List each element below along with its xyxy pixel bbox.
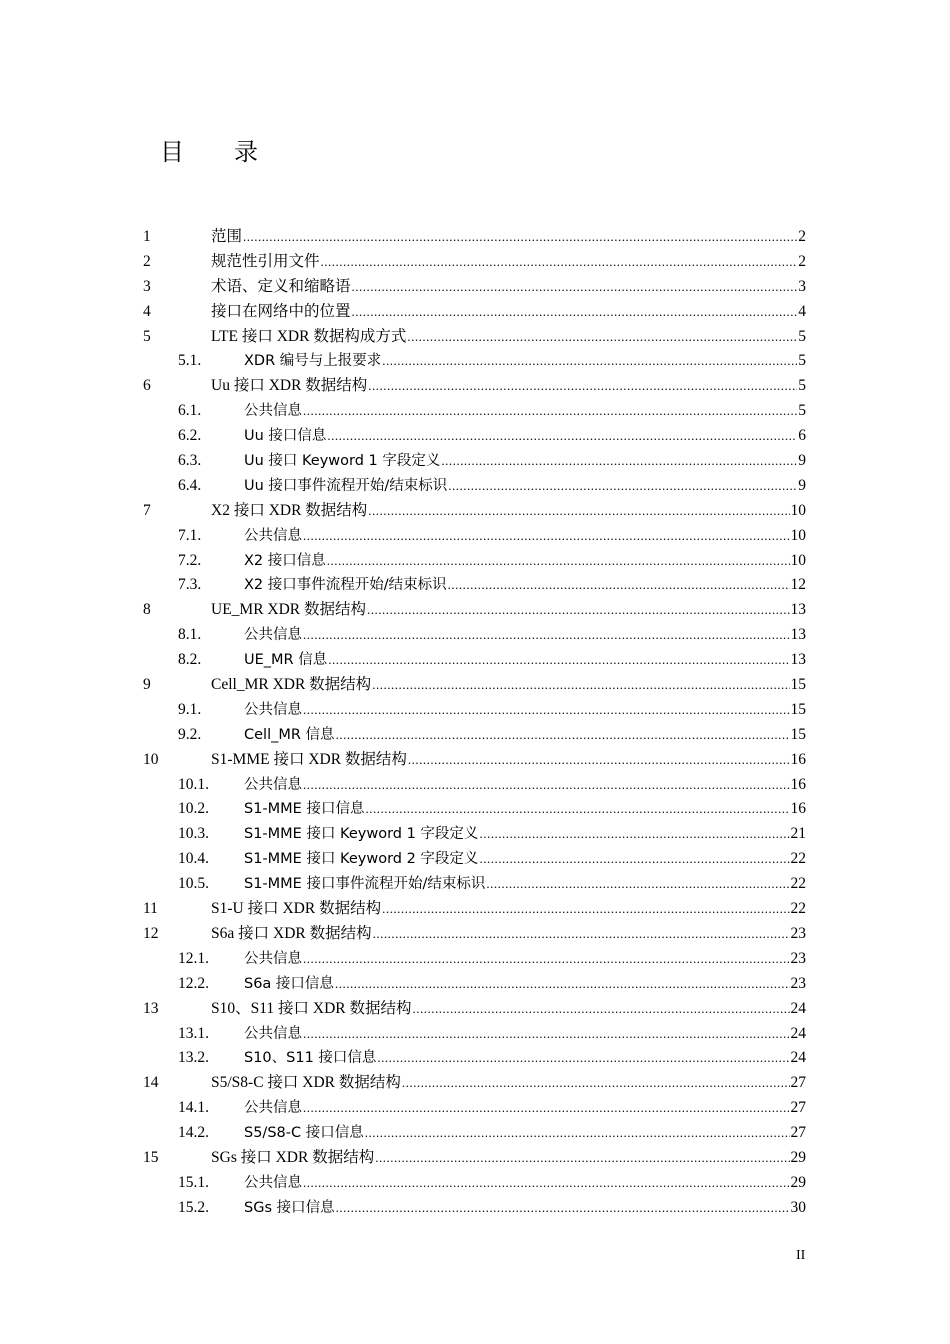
toc-dot-leader (303, 399, 797, 424)
toc-dot-leader (328, 648, 789, 673)
toc-entry[interactable] (143, 797, 806, 822)
toc-entry-title: UE_MR XDR 数据结构 (211, 601, 367, 619)
toc-dot-leader (365, 1121, 790, 1146)
toc-entry-title: SGs 接口信息 (244, 1199, 335, 1216)
toc-dot-leader (441, 449, 797, 474)
toc-entry-number: 14.2. (178, 1124, 209, 1142)
toc-entry-number: 7.1. (178, 526, 202, 544)
toc-entry-number: 3 (143, 277, 151, 295)
toc-entry-page: 13 (790, 651, 806, 669)
toc-entry[interactable] (143, 947, 806, 972)
toc-entry-number: 11 (143, 900, 158, 918)
toc-entry-page: 4 (798, 302, 806, 320)
toc-entry-page: 5 (798, 402, 806, 420)
toc-entry-page: 27 (790, 1124, 806, 1142)
toc-dot-leader (303, 947, 790, 972)
toc-dot-leader (448, 474, 797, 499)
toc-entry[interactable] (143, 598, 806, 623)
toc-entry-page: 21 (790, 825, 806, 843)
toc-entry[interactable] (143, 499, 806, 524)
toc-dot-leader (448, 573, 790, 598)
toc-entry-page: 22 (790, 875, 806, 893)
toc-entry-page: 22 (790, 900, 806, 918)
toc-entry-number: 7.2. (178, 551, 202, 569)
toc-dot-leader (407, 325, 797, 350)
toc-entry-page: 15 (790, 676, 806, 694)
toc-entry-number: 1 (143, 228, 151, 245)
toc-entry-page: 9 (798, 476, 806, 494)
toc-entry[interactable] (143, 773, 806, 798)
toc-entry-number: 6.4. (178, 476, 202, 494)
toc-entry[interactable] (143, 1146, 806, 1171)
toc-entry[interactable] (143, 573, 806, 598)
toc-dot-leader (382, 897, 789, 922)
toc-entry-page: 5 (798, 327, 806, 345)
page-number: II (796, 1248, 806, 1263)
toc-entry-title: Uu 接口信息 (244, 428, 327, 445)
toc-entry[interactable] (143, 972, 806, 997)
toc-entry-number: 6 (143, 377, 151, 395)
toc-entry-title: 接口在网络中的位置 (211, 302, 351, 320)
toc-entry-page: 2 (798, 252, 806, 270)
toc-entry-title: 公共信息 (244, 527, 302, 544)
toc-entry[interactable] (143, 250, 806, 275)
toc-entry-number: 10.5. (178, 875, 209, 893)
toc-entry-title: 公共信息 (244, 701, 302, 718)
toc-entry-number: 15 (143, 1148, 159, 1166)
toc-entry-number: 15.2. (178, 1198, 209, 1216)
toc-dot-leader (479, 822, 789, 847)
toc-entry[interactable] (143, 997, 806, 1022)
toc-dot-leader (303, 1096, 790, 1121)
toc-dot-leader (303, 1022, 790, 1047)
toc-entry[interactable] (143, 225, 806, 250)
toc-entry-number: 10.3. (178, 825, 209, 843)
toc-entry-title: S1-MME 接口 XDR 数据结构 (211, 750, 407, 768)
toc-dot-leader (375, 1146, 789, 1171)
toc-entry-title: 公共信息 (244, 1174, 302, 1191)
toc-entry-title: 公共信息 (244, 1100, 302, 1117)
toc-entry[interactable] (143, 872, 806, 897)
toc-entry-page: 24 (790, 999, 806, 1017)
toc-entry-page: 29 (790, 1173, 806, 1191)
toc-dot-leader (303, 698, 790, 723)
toc-entry-number: 8 (143, 601, 151, 619)
toc-entry-number: 10 (143, 750, 159, 768)
toc-entry-title: 公共信息 (244, 627, 302, 644)
toc-entry-number: 14.1. (178, 1099, 209, 1117)
toc-entry-title: XDR 编号与上报要求 (244, 353, 382, 370)
toc-entry-title: S5/S8-C 接口信息 (244, 1125, 364, 1142)
toc-entry-title: 公共信息 (244, 950, 302, 967)
toc-entry-title: Cell_MR XDR 数据结构 (211, 676, 372, 694)
table-of-contents (143, 225, 806, 1221)
toc-entry-title: S1-MME 接口 Keyword 2 字段定义 (244, 851, 479, 868)
toc-entry-title: UE_MR 信息 (244, 652, 328, 669)
toc-entry-page: 27 (790, 1074, 806, 1092)
toc-entry-title: X2 接口事件流程开始/结束标识 (244, 577, 447, 594)
toc-entry-page: 24 (790, 1024, 806, 1042)
toc-entry[interactable] (143, 524, 806, 549)
toc-entry-page: 10 (790, 526, 806, 544)
toc-entry-number: 13.1. (178, 1024, 209, 1042)
toc-entry-title: SGs 接口 XDR 数据结构 (211, 1148, 375, 1166)
toc-entry-title: 术语、定义和缩略语 (211, 277, 351, 295)
toc-entry-page: 29 (790, 1148, 806, 1166)
toc-entry-title: S1-MME 接口信息 (244, 801, 365, 818)
toc-entry-title: Uu 接口 XDR 数据结构 (211, 377, 368, 395)
toc-entry[interactable] (143, 723, 806, 748)
toc-entry-title: S6a 接口 XDR 数据结构 (211, 924, 372, 942)
toc-entry[interactable] (143, 1171, 806, 1196)
toc-entry[interactable] (143, 449, 806, 474)
toc-dot-leader (335, 972, 790, 997)
toc-entry-title: 公共信息 (244, 776, 302, 793)
toc-dot-leader (365, 797, 789, 822)
toc-entry-page: 22 (790, 850, 806, 868)
toc-dot-leader (303, 623, 790, 648)
toc-entry-number: 8.1. (178, 626, 202, 644)
toc-entry-title: S10、S11 接口信息 (244, 1050, 377, 1067)
toc-dot-leader (336, 723, 790, 748)
toc-entry-title: Uu 接口 Keyword 1 字段定义 (244, 453, 441, 470)
toc-heading-char-2: 录 (234, 138, 258, 166)
toc-entry[interactable] (143, 648, 806, 673)
toc-entry-number: 6.1. (178, 402, 202, 420)
toc-entry[interactable] (143, 1121, 806, 1146)
toc-entry-number: 10.4. (178, 850, 209, 868)
toc-dot-leader (336, 1196, 790, 1221)
toc-entry[interactable] (143, 1196, 806, 1221)
toc-entry-title: Uu 接口事件流程开始/结束标识 (244, 477, 448, 494)
toc-dot-leader (402, 1071, 790, 1096)
toc-entry-page: 23 (790, 949, 806, 967)
toc-entry[interactable] (143, 300, 806, 325)
toc-entry-number: 12 (143, 924, 159, 942)
toc-entry-number: 4 (143, 302, 151, 320)
toc-dot-leader (327, 549, 790, 574)
toc-entry[interactable] (143, 424, 806, 449)
toc-entry-number: 15.1. (178, 1173, 209, 1191)
toc-entry-title: 范围 (211, 228, 243, 245)
toc-entry-number: 7.3. (178, 576, 202, 594)
toc-dot-leader (377, 1046, 789, 1071)
toc-entry-title: S6a 接口信息 (244, 975, 334, 992)
toc-entry-number: 14 (143, 1074, 159, 1092)
toc-entry-title: X2 接口 XDR 数据结构 (211, 501, 368, 519)
toc-entry-page: 23 (790, 924, 806, 942)
toc-entry-title: S1-MME 接口 Keyword 1 字段定义 (244, 826, 479, 843)
toc-entry-page: 15 (790, 700, 806, 718)
toc-entry[interactable] (143, 275, 806, 300)
toc-entry-page: 5 (798, 377, 806, 395)
toc-entry[interactable] (143, 748, 806, 773)
toc-entry[interactable] (143, 623, 806, 648)
toc-entry-number: 12.1. (178, 949, 209, 967)
toc-dot-leader (303, 1171, 790, 1196)
toc-entry-number: 2 (143, 252, 151, 270)
toc-entry-title: Cell_MR 信息 (244, 726, 335, 743)
toc-entry[interactable] (143, 822, 806, 847)
toc-entry-number: 9 (143, 676, 151, 694)
toc-entry-page: 2 (798, 228, 806, 245)
toc-entry-title: 规范性引用文件 (211, 252, 320, 270)
toc-entry-number: 6.2. (178, 427, 202, 445)
toc-entry[interactable] (143, 1096, 806, 1121)
toc-dot-leader (368, 499, 789, 524)
toc-heading (160, 132, 258, 167)
toc-entry-number: 10.2. (178, 800, 209, 818)
toc-entry-title: S1-MME 接口事件流程开始/结束标识 (244, 876, 486, 893)
toc-entry-title: S1-U 接口 XDR 数据结构 (211, 900, 382, 918)
toc-entry-number: 9.2. (178, 725, 202, 743)
toc-entry-page: 6 (798, 427, 806, 445)
toc-entry[interactable] (143, 922, 806, 947)
toc-entry[interactable] (143, 1071, 806, 1096)
toc-entry-title: S10、S11 接口 XDR 数据结构 (211, 999, 412, 1017)
toc-entry-number: 12.2. (178, 974, 209, 992)
toc-entry-number: 13 (143, 999, 159, 1017)
toc-entry-title: S5/S8-C 接口 XDR 数据结构 (211, 1074, 401, 1092)
toc-entry-title: X2 接口信息 (244, 552, 326, 569)
toc-dot-leader (368, 374, 797, 399)
toc-entry-page: 13 (790, 626, 806, 644)
toc-entry-page: 27 (790, 1099, 806, 1117)
toc-entry-number: 10.1. (178, 775, 209, 793)
toc-entry-page: 15 (790, 725, 806, 743)
toc-entry[interactable] (143, 1046, 806, 1071)
toc-entry-page: 16 (790, 775, 806, 793)
toc-dot-leader (373, 922, 790, 947)
toc-entry[interactable] (143, 325, 806, 350)
toc-entry[interactable] (143, 549, 806, 574)
toc-entry-page: 10 (790, 551, 806, 569)
toc-dot-leader (352, 275, 798, 300)
toc-entry-number: 6.3. (178, 452, 202, 470)
toc-entry-number: 13.2. (178, 1049, 209, 1067)
toc-dot-leader (352, 300, 798, 325)
toc-dot-leader (367, 598, 789, 623)
toc-entry[interactable] (143, 1022, 806, 1047)
toc-entry-number: 7 (143, 501, 151, 519)
toc-dot-leader (413, 997, 790, 1022)
toc-entry-page: 9 (798, 452, 806, 470)
toc-entry-number: 8.2. (178, 651, 202, 669)
toc-dot-leader (486, 872, 789, 897)
toc-dot-leader (327, 424, 797, 449)
toc-entry-number: 5.1. (178, 352, 202, 370)
toc-dot-leader (479, 847, 789, 872)
toc-entry-page: 30 (790, 1198, 806, 1216)
toc-entry-page: 5 (798, 352, 806, 370)
toc-dot-leader (243, 225, 797, 250)
toc-entry-page: 10 (790, 501, 806, 519)
toc-entry[interactable] (143, 474, 806, 499)
toc-dot-leader (321, 250, 798, 275)
toc-entry-page: 24 (790, 1049, 806, 1067)
toc-dot-leader (382, 349, 797, 374)
toc-entry[interactable] (143, 897, 806, 922)
toc-dot-leader (408, 748, 790, 773)
toc-entry-page: 3 (798, 277, 806, 295)
toc-dot-leader (303, 524, 790, 549)
toc-entry[interactable] (143, 399, 806, 424)
toc-entry-page: 23 (790, 974, 806, 992)
toc-entry-title: 公共信息 (244, 403, 302, 420)
toc-entry-title: LTE 接口 XDR 数据构成方式 (211, 327, 407, 345)
toc-dot-leader (303, 773, 790, 798)
toc-entry-number: 5 (143, 327, 151, 345)
toc-entry-number: 9.1. (178, 700, 202, 718)
toc-entry-page: 16 (790, 800, 806, 818)
toc-heading-char-1: 目 (160, 138, 184, 166)
toc-entry-page: 13 (790, 601, 806, 619)
toc-entry[interactable] (143, 847, 806, 872)
toc-entry[interactable] (143, 673, 806, 698)
toc-dot-leader (372, 673, 789, 698)
toc-entry-page: 12 (790, 576, 806, 594)
toc-entry[interactable] (143, 698, 806, 723)
toc-entry-page: 16 (790, 750, 806, 768)
toc-entry[interactable] (143, 374, 806, 399)
toc-entry-title: 公共信息 (244, 1025, 302, 1042)
toc-entry[interactable] (143, 349, 806, 374)
